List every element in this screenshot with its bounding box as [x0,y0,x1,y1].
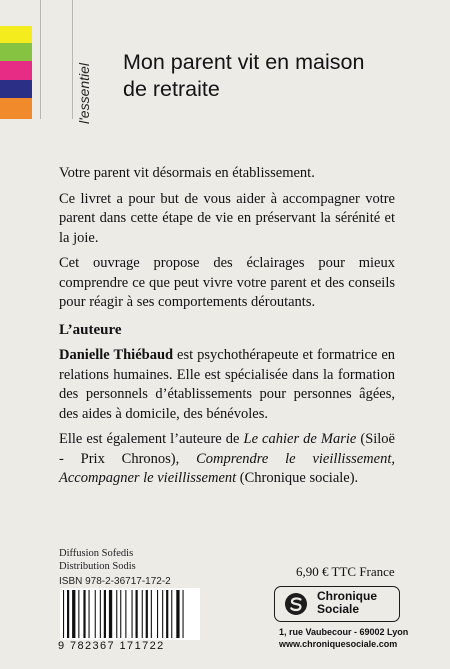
price-text: 6,90 € TTC France [296,564,395,579]
author-bio [59,346,395,424]
distribution-text: Distribution Sodis [59,561,136,572]
publisher-name-line-2: Sociale [317,602,360,616]
series-name: l'essentiel [76,62,92,124]
blurb-paragraph-2: Ce livret a pour but de vous aider à accompagner votre parent dans cette étape de vie en préservant la sérénité et la joie. [59,190,395,246]
publisher-address: 1, rue Vaubecour - 69002 Lyon [279,627,409,637]
author-name: Danielle Thiébaud [59,347,174,363]
publisher-website: www.chroniquesociale.com [279,639,398,649]
barcode [60,588,200,640]
author-works [59,430,395,489]
divider-line [72,0,73,119]
publisher-name-line-1: Chronique [317,589,377,603]
publisher-contact [279,626,439,650]
work-title-1: Le cahier de Marie [243,431,357,447]
color-strip-pink [0,61,32,80]
author-works-intro: Elle est également l’auteure de [59,431,244,447]
color-strip-yellow [0,26,32,43]
book-title [123,49,423,103]
color-strip-blue [0,80,32,98]
distribution-info [59,547,136,573]
diffusion-text: Diffusion Sofedis [59,548,134,559]
blurb-text [59,164,395,495]
publisher-mark-icon [284,592,308,616]
blurb-paragraph-1: Votre parent vit désormais en établissement. [59,165,315,181]
work-note-2: (Chronique sociale). [236,470,359,486]
publisher-name [317,590,377,616]
divider-line [40,0,41,119]
author-bio-text: est psychothérapeute et formatrice en relations humaines. Elle est spécialisée dans la formation des personnels d’établissements pour personnes âgées, des aides à domicile, des bénévoles. [59,347,396,422]
color-strip-green [0,43,32,61]
barcode-digits: 9 782367 171722 [58,640,165,652]
work-title-2: Comprendre le vieillissement, Accompagner le vieillissement [59,450,395,486]
color-strip-orange [0,98,32,119]
color-strip-blank [0,0,32,26]
publisher-logo [274,586,400,622]
work-note-1: (Siloë - Prix Chronos), [59,431,395,467]
isbn-text: ISBN 978-2-36717-172-2 [59,576,171,587]
book-title-line-1: Mon parent vit en maison [123,50,365,74]
author-heading: L’auteure [59,321,122,338]
blurb-paragraph-3: Cet ouvrage propose des éclairages pour mieux comprendre ce que peut vivre votre parent et des conseils pour réagir à ses comportements déroutants. [59,255,395,310]
book-title-line-2: de retraite [123,77,220,101]
